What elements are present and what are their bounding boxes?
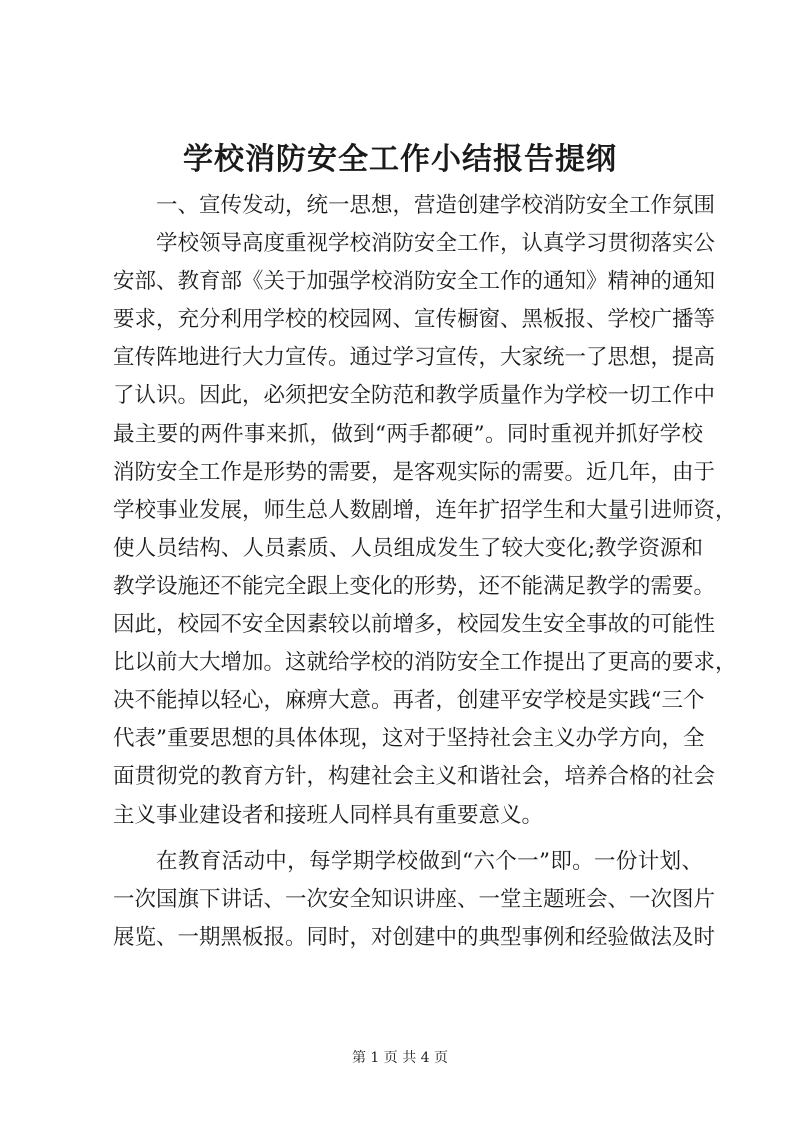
paragraph-line: 了认识。因此，必须把安全防范和教学质量作为学校一切工作中 (113, 383, 716, 409)
paragraph-line: 学校事业发展，师生总人数剧增，连年扩招学生和大量引进师资， (113, 497, 737, 523)
paragraph-line: 宣传阵地进行大力宣传。通过学习宣传，大家统一了思想，提高 (113, 345, 716, 371)
page-number-footer: 第 1 页 共 4 页 (351, 1050, 449, 1066)
paragraph-line: 消防安全工作是形势的需要，是客观实际的需要。近几年，由于 (113, 459, 716, 485)
body-paragraph-2 (113, 843, 716, 957)
document-body (113, 187, 737, 957)
paragraph-line: 安部、教育部《关于加强学校消防安全工作的通知》精神的通知 (113, 269, 716, 295)
paragraph-line: 使人员结构、人员素质、人员组成发生了较大变化;教学资源和 (113, 535, 703, 561)
section-heading-line: 一、宣传发动，统一思想，营造创建学校消防安全工作氛围 (156, 193, 716, 218)
paragraph-line: 代表”重要思想的具体体现，这对于坚持社会主义办学方向，全 (113, 726, 705, 752)
body-paragraph-1 (113, 225, 737, 835)
paragraph-line: 在教育活动中，每学期学校做到“六个一”即。一份计划、 (156, 848, 703, 874)
paragraph-gap (113, 835, 703, 843)
paragraph-line: 一次国旗下讲话、一次安全知识讲座、一堂主题班会、一次图片 (113, 886, 716, 912)
paragraph-line: 因此，校园不安全因素较以前增多，校园发生安全事故的可能性 (113, 612, 716, 638)
paragraph-line: 比以前大大增加。这就给学校的消防安全工作提出了更高的要求， (113, 650, 737, 676)
paragraph-line: 教学设施还不能完全跟上变化的形势，还不能满足教学的需要。 (113, 573, 716, 599)
paragraph-line: 面贯彻党的教育方针，构建社会主义和谐社会，培养合格的社会 (113, 764, 716, 790)
section-heading-paragraph (113, 187, 716, 225)
paragraph-line: 学校领导高度重视学校消防安全工作，认真学习贯彻落实公 (156, 231, 716, 257)
paragraph-line: 主义事业建设者和接班人同样具有重要意义。 (113, 802, 544, 828)
paragraph-line: 展览、一期黑板报。同时，对创建中的典型事例和经验做法及时 (113, 924, 716, 950)
paragraph-line: 要求，充分利用学校的校园网、宣传橱窗、黑板报、学校广播等 (113, 307, 716, 333)
document-title: 学校消防安全工作小结报告提纲 (183, 142, 617, 177)
paragraph-line: 最主要的两件事来抓，做到“两手都硬”。同时重视并抓好学校 (113, 421, 703, 447)
paragraph-line: 决不能掉以轻心，麻痹大意。再者，创建平安学校是实践“三个 (113, 688, 705, 714)
